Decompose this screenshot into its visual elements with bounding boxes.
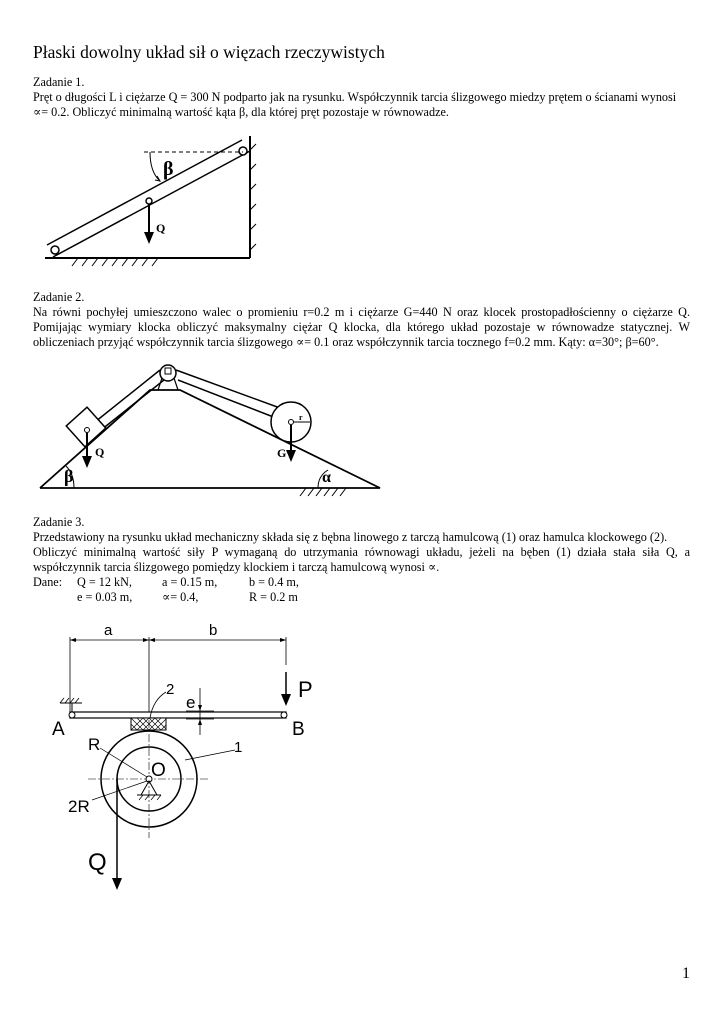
- page-number: 1: [682, 965, 690, 982]
- o-label: O: [151, 760, 166, 781]
- given-mu: ∝= 0.4,: [162, 590, 199, 604]
- given-b: b = 0.4 m,: [249, 575, 299, 589]
- beta-label: β: [64, 466, 74, 486]
- task3-line1: Przedstawiony na rysunku układ mechaniczny składa się z bębna linowego z tarczą hamulcową (1) oraz hamulca klockowego (2).: [33, 530, 668, 544]
- task2-line1: Na równi pochyłej umieszczono walec o promieniu r=0.2 m i ciężarze G=440 N oraz klocek prostopadłościenny o ciężarze Q.: [33, 305, 690, 319]
- task1-line2: ∝= 0.2. Obliczyć minimalną wartość kąta β, dla której pręt pozostaje w równowadze.: [33, 105, 449, 119]
- given-a: a = 0.15 m,: [162, 575, 218, 589]
- q-label: Q: [95, 445, 105, 459]
- given-label: Dane:: [33, 575, 63, 589]
- given-q: Q = 12 kN,: [77, 575, 132, 589]
- task3-line3: współczynnik tarcia ślizgowego pomiędzy klockiem i tarczą hamulcową wynosi ∝.: [33, 560, 440, 574]
- task2-heading: Zadanie 2.: [33, 290, 85, 304]
- 2r-label: 2R: [68, 797, 90, 816]
- task2-line3: obliczeniach przyjąć współczynnik tarcia ślizgowego ∝= 0.1 oraz współczynnik tarcia tocznego f=0.2 mm. Kąty: α=30°; β=60°.: [33, 335, 659, 349]
- p-label: P: [298, 677, 313, 702]
- shoe-number-label: 2: [166, 681, 175, 698]
- point-a-label: A: [52, 719, 65, 740]
- q-label: Q: [88, 849, 107, 876]
- task3-heading: Zadanie 3.: [33, 515, 85, 529]
- a-label: a: [104, 622, 113, 639]
- task2-line2: Pomijając wymiary klocka obliczyć maksymalny ciężar Q klocka, dla którego układ pozostaje w równowadze statycznej. W: [33, 320, 690, 334]
- drum-number-label: 1: [234, 739, 243, 756]
- page-title: Płaski dowolny układ sił o więzach rzeczywistych: [33, 42, 385, 62]
- r-label: r: [299, 413, 303, 422]
- point-b-label: B: [292, 719, 305, 740]
- alpha-label: α: [322, 469, 331, 486]
- g-label: G: [277, 446, 287, 460]
- task3-line2: Obliczyć minimalną wartość siły P wymaganą do utrzymania równowagi układu, jeżeli na bęben (1) działa stała siła Q, a: [33, 545, 690, 559]
- r-label: R: [88, 735, 101, 754]
- beta-label: β: [163, 158, 174, 180]
- task1-line1: Pręt o długości L i ciężarze Q = 300 N podparto jak na rysunku. Współczynnik tarcia ślizgowego miedzy prętem o ścianami wynosi: [33, 90, 677, 104]
- b-label: b: [209, 622, 218, 639]
- given-r: R = 0.2 m: [249, 590, 298, 604]
- q-label: Q: [156, 221, 166, 235]
- task1-heading: Zadanie 1.: [33, 75, 85, 89]
- given-e: e = 0.03 m,: [77, 590, 133, 604]
- e-label: e: [186, 693, 196, 712]
